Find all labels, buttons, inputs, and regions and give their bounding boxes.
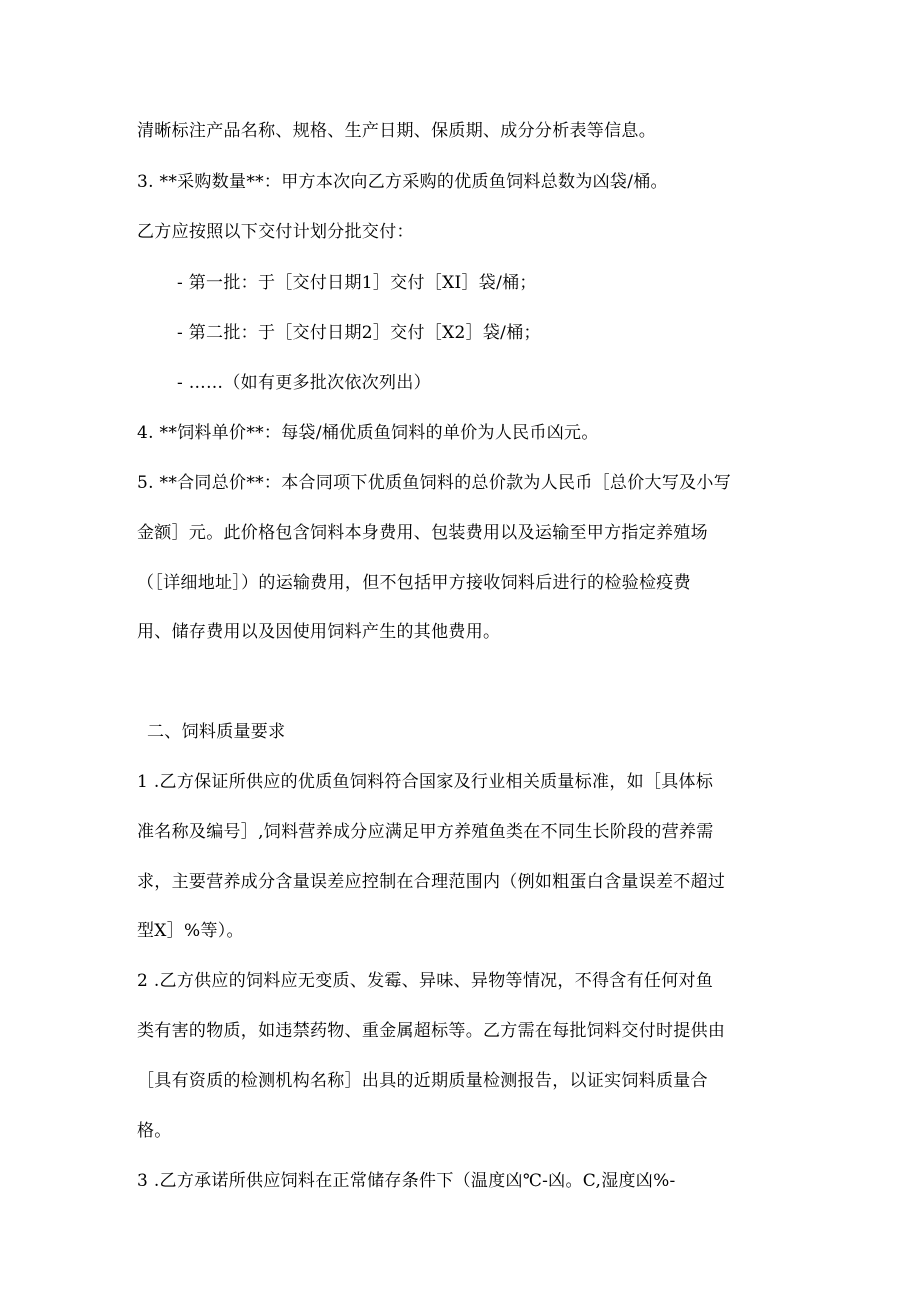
text-line-quality-1b: 准名称及编号］,饲料营养成分应满足甲方养殖鱼类在不同生长阶段的营养需 (137, 822, 714, 842)
text-line-quality-3a: 3 .乙方承诺所供应饲料在正常储存条件下（温度凶℃-凶。C,湿度凶%- (137, 1171, 676, 1191)
text-line-total-price-1: 5. **合同总价**：本合同项下优质鱼饲料的总价款为人民币［总价大写及小写 (137, 473, 732, 493)
text-line-1: 清晰标注产品名称、规格、生产日期、保质期、成分分析表等信息。 (137, 121, 656, 141)
text-line-total-price-3: （［详细地址］）的运输费用，但不包括甲方接收饲料后进行的检验检疫费 (137, 573, 691, 593)
list-item-batch-1: - 第一批：于［交付日期1］交付［XI］袋/桶； (177, 273, 537, 293)
text-line-quality-2b: 类有害的物质，如违禁药物、重金属超标等。乙方需在每批饲料交付时提供由 (137, 1021, 726, 1041)
text-line-unit-price: 4. **饲料单价**：每袋/桶优质鱼饲料的单价为人民币凶元。 (137, 423, 599, 443)
text-line-quality-2c: ［具有资质的检测机构名称］出具的近期质量检测报告，以证实饲料质量合 (137, 1071, 708, 1091)
text-line-quality-1d: 型X］%等）。 (137, 921, 244, 941)
text-line-total-price-4: 用、储存费用以及因使用饲料产生的其他费用。 (137, 622, 501, 642)
text-line-quality-2d: 格。 (137, 1121, 172, 1141)
section-heading-quality: 二、饲料质量要求 (147, 722, 286, 742)
text-line-2: 3. **采购数量**：甲方本次向乙方采购的优质鱼饲料总数为凶袋/桶。 (137, 172, 668, 192)
list-item-more-batches: - ……（如有更多批次依次列出） (177, 373, 431, 393)
list-item-batch-2: - 第二批：于［交付日期2］交付［X2］袋/桶； (177, 323, 541, 343)
text-line-quality-2a: 2 .乙方供应的饲料应无变质、发霉、异味、异物等情况，不得含有任何对鱼 (137, 971, 714, 991)
text-line-quality-1a: 1 .乙方保证所供应的优质鱼饲料符合国家及行业相关质量标准，如［具体标 (137, 772, 714, 792)
text-line-quality-1c: 求，主要营养成分含量误差应控制在合理范围内（例如粗蛋白含量误差不超过 (137, 872, 726, 892)
text-line-total-price-2: 金额］元。此价格包含饲料本身费用、包装费用以及运输至甲方指定养殖场 (137, 523, 708, 543)
text-line-3: 乙方应按照以下交付计划分批交付： (137, 222, 414, 242)
